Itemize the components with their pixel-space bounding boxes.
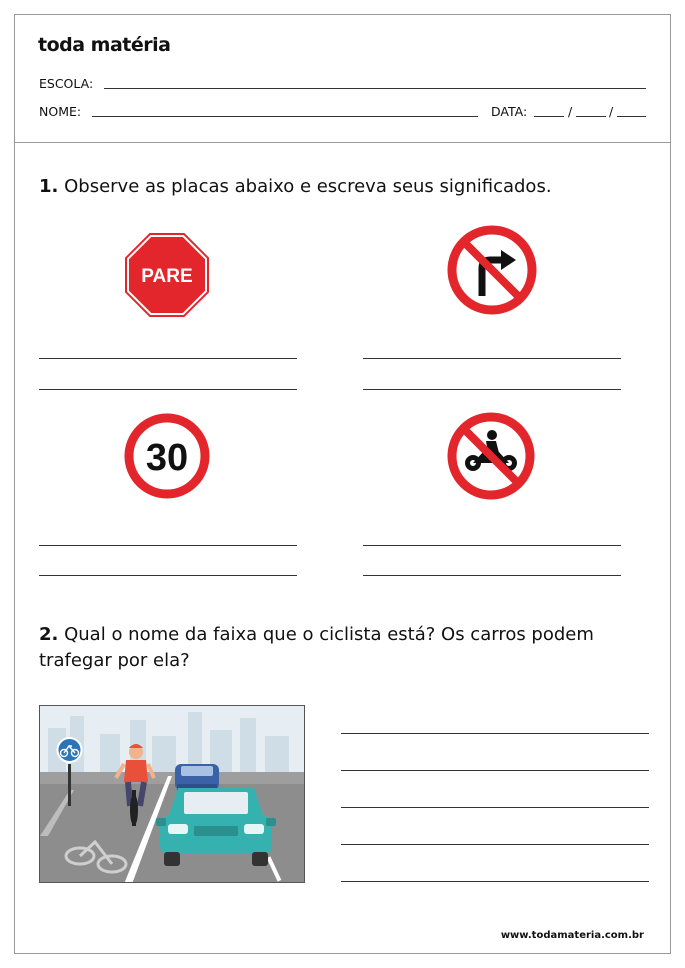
footer-url: www.todamateria.com.br <box>500 930 644 941</box>
answer-line[interactable] <box>363 389 621 390</box>
answer-line[interactable] <box>39 575 297 576</box>
no-right-turn-icon <box>446 224 538 316</box>
brand-logo: toda matéria <box>38 34 171 56</box>
date-label: DATA: <box>491 104 528 119</box>
answer-line[interactable] <box>341 844 649 845</box>
school-field[interactable] <box>104 88 646 89</box>
answer-line[interactable] <box>341 807 649 808</box>
answer-line[interactable] <box>341 733 649 734</box>
stop-sign-label: PARE <box>141 266 193 287</box>
answer-line[interactable] <box>39 358 297 359</box>
answer-line[interactable] <box>341 770 649 771</box>
question-2-number: 2. <box>39 624 59 645</box>
date-month-field[interactable] <box>576 116 606 117</box>
answer-line[interactable] <box>363 545 621 546</box>
bike-lane-street-illustration <box>39 705 305 883</box>
answer-line[interactable] <box>39 389 297 390</box>
question-2-text-line1: Qual o nome da faixa que o ciclista está? Os carros podem <box>64 624 594 645</box>
worksheet-frame <box>14 14 671 954</box>
answer-line[interactable] <box>363 358 621 359</box>
answer-line[interactable] <box>39 545 297 546</box>
no-motorcycles-icon <box>446 411 536 501</box>
date-separator: / <box>568 104 573 119</box>
question-1-number: 1. <box>39 176 59 197</box>
question-2 <box>39 622 659 674</box>
name-field[interactable] <box>92 116 478 117</box>
date-year-field[interactable] <box>617 116 646 117</box>
answer-line[interactable] <box>363 575 621 576</box>
date-day-field[interactable] <box>534 116 564 117</box>
question-1 <box>39 174 552 200</box>
name-label: NOME: <box>39 104 82 119</box>
school-label: ESCOLA: <box>39 76 94 91</box>
speed-limit-icon <box>124 413 210 499</box>
question-2-text-line2: trafegar por ela? <box>39 650 190 671</box>
date-separator: / <box>609 104 614 119</box>
speed-limit-value: 30 <box>145 437 189 479</box>
question-1-text: Observe as placas abaixo e escreva seus significados. <box>64 176 552 197</box>
header-divider <box>15 142 670 143</box>
stop-sign-icon <box>125 233 209 317</box>
answer-line[interactable] <box>341 881 649 882</box>
